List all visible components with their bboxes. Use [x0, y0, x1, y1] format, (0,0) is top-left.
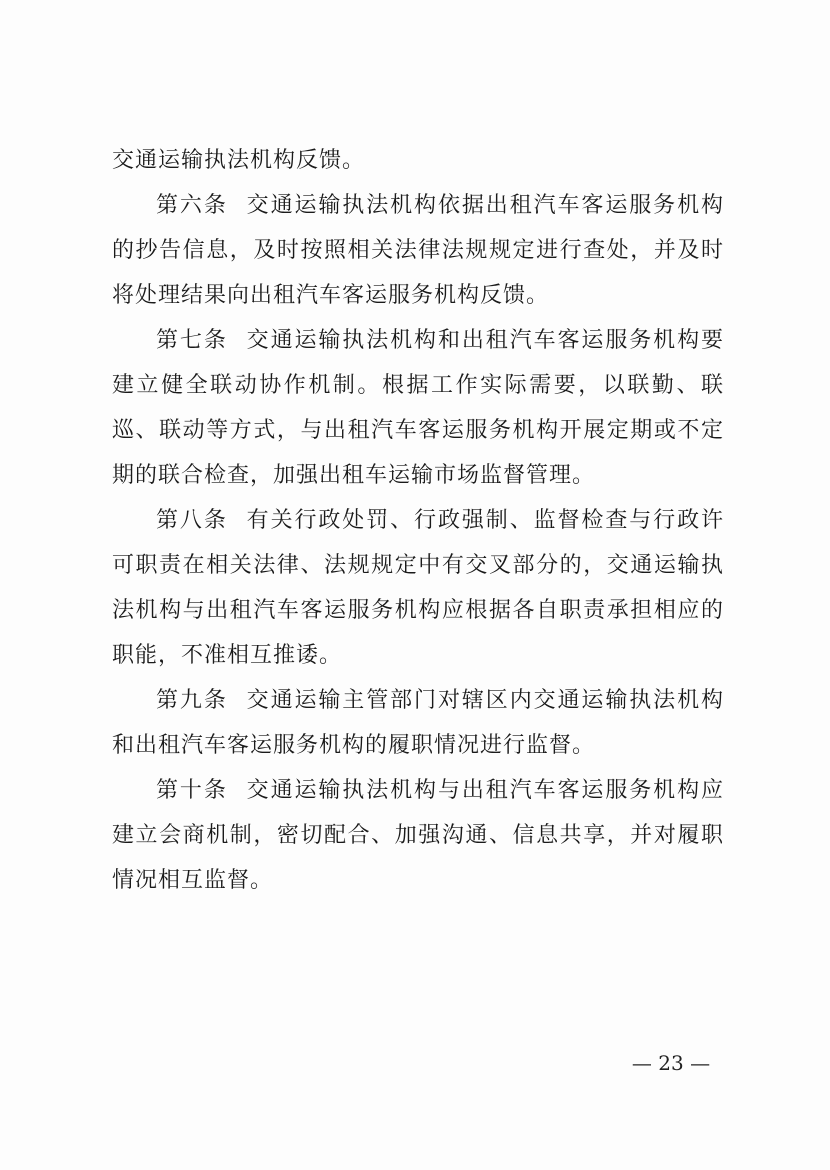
article-number: 第七条 — [156, 328, 228, 353]
article-9 — [112, 678, 724, 768]
article-10 — [112, 768, 724, 903]
article-text: 交通运输执法机构依据出租汽车客运服务机构的抄告信息，及时按照相关法律法规规定进行查处，并及时将处理结果向出租汽车客运服务机构反馈。 — [112, 193, 724, 308]
article-text: 交通运输执法机构和出租汽车客运服务机构要建立健全联动协作机制。根据工作实际需要，以联勤、联巡、联动等方式，与出租汽车客运服务机构开展定期或不定期的联合检查，加强出租车运输市场监督管理。 — [112, 328, 724, 488]
page-number: — 23 — — [631, 1051, 711, 1075]
article-number: 第六条 — [156, 193, 228, 218]
continued-paragraph: 交通运输执法机构反馈。 — [112, 148, 366, 173]
article-text: 交通运输执法机构与出租汽车客运服务机构应建立会商机制，密切配合、加强沟通、信息共享，并对履职情况相互监督。 — [112, 778, 724, 893]
article-number: 第八条 — [156, 508, 228, 533]
article-7 — [112, 318, 724, 498]
article-6 — [112, 183, 724, 318]
document-body — [112, 138, 724, 903]
article-8 — [112, 498, 724, 678]
article-number: 第九条 — [156, 688, 228, 713]
article-number: 第十条 — [156, 778, 228, 803]
article-text: 交通运输主管部门对辖区内交通运输执法机构和出租汽车客运服务机构的履职情况进行监督。 — [112, 688, 724, 758]
article-text: 有关行政处罚、行政强制、监督检查与行政许可职责在相关法律、法规规定中有交叉部分的，交通运输执法机构与出租汽车客运服务机构应根据各自职责承担相应的职能，不准相互推诿。 — [112, 508, 724, 668]
